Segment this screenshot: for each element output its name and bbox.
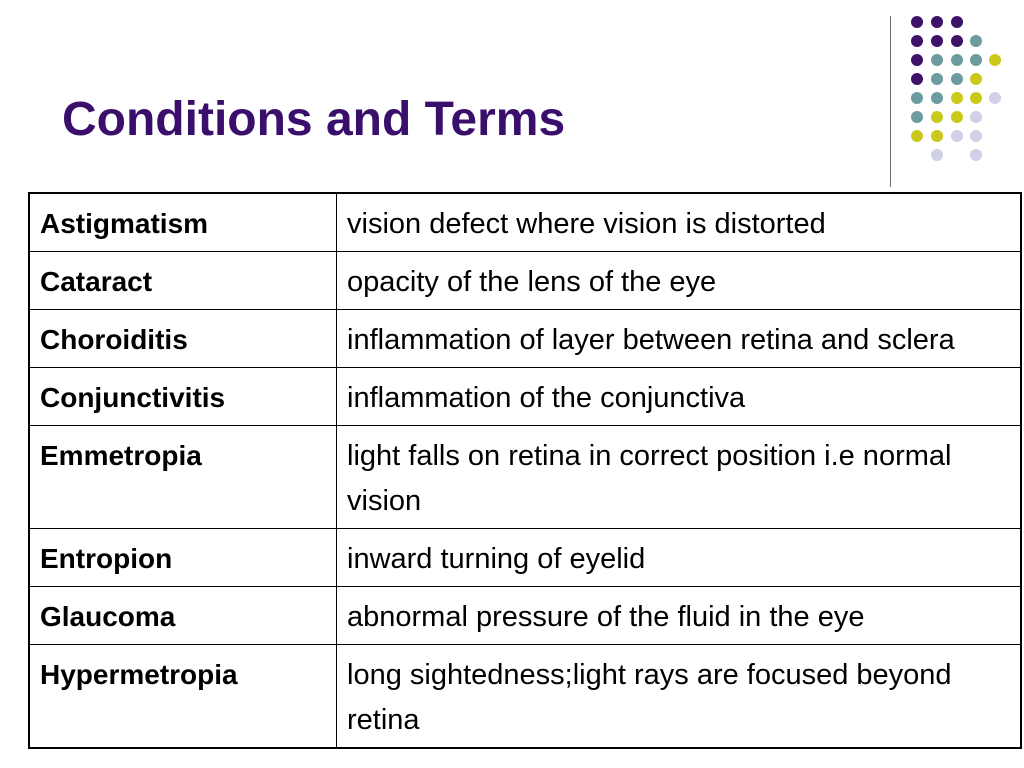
table-row <box>29 529 1021 587</box>
definition-cell: inflammation of layer between retina and sclera <box>337 310 1022 368</box>
dot <box>951 111 963 123</box>
dot <box>970 54 982 66</box>
table-row <box>29 426 1021 529</box>
terms-table-body <box>29 193 1021 748</box>
dot <box>951 92 963 104</box>
term-cell: Conjunctivitis <box>29 368 337 426</box>
definition-cell: light falls on retina in correct position i.e normal vision <box>337 426 1022 529</box>
dot <box>951 35 963 47</box>
dot <box>911 16 923 28</box>
dot <box>931 16 943 28</box>
dot <box>951 16 963 28</box>
dot <box>989 92 1001 104</box>
dot <box>970 111 982 123</box>
dot <box>931 73 943 85</box>
title-divider <box>890 16 891 187</box>
dot <box>951 73 963 85</box>
dot <box>970 130 982 142</box>
dot <box>911 73 923 85</box>
table-row <box>29 368 1021 426</box>
dot <box>911 54 923 66</box>
dot <box>911 111 923 123</box>
dot <box>911 35 923 47</box>
dot <box>911 92 923 104</box>
dot <box>970 35 982 47</box>
table-row <box>29 310 1021 368</box>
table-row <box>29 645 1021 749</box>
definition-cell: long sightedness;light rays are focused beyond retina <box>337 645 1022 749</box>
definition-cell: vision defect where vision is distorted <box>337 193 1022 252</box>
dot-grid-icon <box>906 10 1006 170</box>
term-cell: Choroiditis <box>29 310 337 368</box>
definition-cell: inward turning of eyelid <box>337 529 1022 587</box>
table-row <box>29 587 1021 645</box>
definition-cell: abnormal pressure of the fluid in the eye <box>337 587 1022 645</box>
table-row <box>29 193 1021 252</box>
term-cell: Emmetropia <box>29 426 337 529</box>
definition-cell: inflammation of the conjunctiva <box>337 368 1022 426</box>
dot <box>931 130 943 142</box>
definition-cell: opacity of the lens of the eye <box>337 252 1022 310</box>
dot <box>970 92 982 104</box>
dot <box>931 35 943 47</box>
term-cell: Cataract <box>29 252 337 310</box>
dot <box>931 54 943 66</box>
terms-table <box>28 192 1022 749</box>
dot <box>970 73 982 85</box>
dot <box>911 130 923 142</box>
dot <box>931 111 943 123</box>
dot <box>931 149 943 161</box>
dot <box>951 130 963 142</box>
dot <box>931 92 943 104</box>
term-cell: Entropion <box>29 529 337 587</box>
dot <box>989 54 1001 66</box>
term-cell: Astigmatism <box>29 193 337 252</box>
dot <box>951 54 963 66</box>
slide-title: Conditions and Terms <box>62 93 566 146</box>
dot <box>970 149 982 161</box>
term-cell: Glaucoma <box>29 587 337 645</box>
table-row <box>29 252 1021 310</box>
term-cell: Hypermetropia <box>29 645 337 749</box>
